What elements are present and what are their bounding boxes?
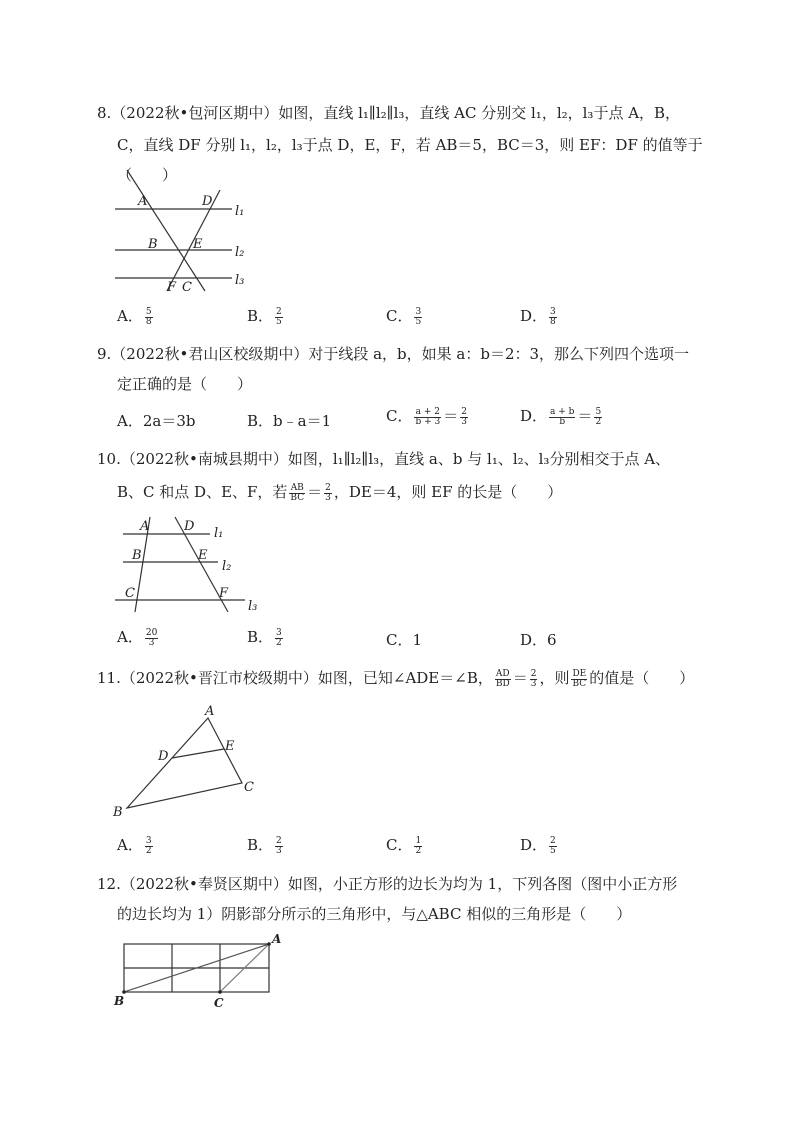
frac-den: BD — [495, 678, 510, 689]
q8-label-f: F — [167, 280, 177, 295]
option-letter: A． — [117, 836, 143, 854]
q8-line-ac — [127, 170, 205, 291]
frac-den: 3 — [148, 637, 155, 648]
frac-num: DE — [572, 668, 587, 679]
equals-sign: ＝ — [577, 407, 593, 425]
frac-den: BC — [290, 492, 305, 503]
q8-option-c[interactable] — [386, 305, 424, 327]
option-letter: D． — [520, 307, 548, 325]
q12-label-b: B — [114, 994, 125, 1008]
q11-triangle-abc — [127, 718, 242, 808]
frac-num: 2 — [325, 482, 331, 493]
option-letter: B． — [247, 412, 274, 430]
q12-label-a: A — [272, 932, 282, 946]
frac-den: 2 — [145, 845, 152, 856]
frac-num: AD — [495, 668, 510, 679]
option-letter: D． — [520, 836, 548, 854]
q10-label-e: E — [198, 548, 208, 563]
option-letter: A． — [117, 412, 143, 430]
q12-figure — [110, 930, 290, 1010]
q10-label-a: A — [140, 519, 150, 534]
q11-label-c: C — [244, 780, 254, 795]
frac-den: 8 — [550, 316, 556, 327]
q10-label-c: C — [125, 586, 135, 601]
q11-option-a[interactable] — [117, 834, 155, 856]
frac-den: BC — [572, 678, 587, 689]
q12-point-a — [267, 942, 271, 946]
frac-num: 3 — [415, 306, 422, 317]
option-letter: A． — [117, 307, 143, 325]
q8-line3: （ ） — [117, 166, 178, 184]
q10-line1: 10.（2022秋•南城县期中）如图，l₁∥l₂∥l₃，直线 a、b 与 l₁、l₂、l₃分别相交于点 A、 — [97, 450, 671, 468]
option-letter: A． — [117, 628, 143, 646]
frac-den: 2 — [276, 637, 282, 648]
frac-num: a + b — [550, 406, 575, 417]
q8-figure — [110, 165, 260, 295]
q8-line1: 8.（2022秋•包河区期中）如图，直线 l₁∥l₂∥l₃，直线 AC 分别交 l₁，l₂，l₃于点 A，B， — [97, 104, 681, 122]
option-letter: B． — [247, 836, 274, 854]
q8-line2: C，直线 DF 分别 l₁，l₂，l₃于点 D，E，F，若 AB＝5，BC＝3，则 EF：DF 的值等于 — [117, 136, 703, 154]
frac-num: 2 — [530, 668, 537, 679]
option-letter: C． — [386, 836, 413, 854]
frac-den: 3 — [461, 416, 467, 427]
q11-line1 — [97, 667, 694, 689]
equals-sign: ＝ — [307, 483, 323, 501]
frac-den: 5 — [550, 845, 556, 856]
option-text: 2a＝3b — [142, 412, 196, 430]
q10-option-a[interactable] — [117, 626, 160, 648]
frac-num: 3 — [145, 835, 152, 846]
q10-option-c[interactable] — [386, 629, 422, 650]
equals-sign: ＝ — [443, 407, 459, 425]
q11-option-c[interactable] — [386, 834, 424, 856]
q11-option-d[interactable] — [520, 834, 559, 856]
q10-figure — [110, 512, 270, 617]
frac-num: 3 — [276, 627, 282, 638]
frac-den: 8 — [145, 316, 152, 327]
q8-label-l1: l₁ — [235, 204, 245, 219]
q12-label-c: C — [214, 996, 224, 1010]
frac-num: 3 — [550, 306, 556, 317]
q9-option-c[interactable] — [386, 405, 470, 427]
frac-num: 20 — [145, 627, 158, 638]
equals-sign: ＝ — [512, 669, 528, 687]
q11-option-b[interactable] — [247, 834, 285, 856]
q8-option-b[interactable] — [247, 305, 285, 327]
frac-den: b + 3 — [415, 416, 441, 427]
q8-label-e: E — [193, 237, 203, 252]
frac-num: 2 — [550, 835, 556, 846]
q8-label-a: A — [138, 194, 148, 209]
q9-option-a[interactable] — [117, 410, 195, 431]
q11-label-b: B — [113, 805, 123, 820]
option-letter: C． — [386, 307, 413, 325]
q9-line1: 9.（2022秋•君山区校级期中）对于线段 a，b，如果 a：b＝2：3，那么下列四个选项一 — [97, 345, 690, 363]
frac-den: 3 — [276, 845, 282, 856]
option-letter: D． — [520, 631, 548, 649]
q10-label-f: F — [219, 586, 229, 601]
q8-option-a[interactable] — [117, 305, 155, 327]
frac-den: 5 — [276, 316, 282, 327]
q8-label-c: C — [182, 280, 192, 295]
frac-num: AB — [290, 482, 304, 493]
q12-line1: 12.（2022秋•奉贤区期中）如图，小正方形的边长为均为 1，下列各图（图中小正方形 — [97, 875, 678, 893]
q10-label-b: B — [132, 548, 142, 563]
q10-label-d: D — [184, 519, 195, 534]
frac-den: 5 — [415, 316, 422, 327]
q10-option-b[interactable] — [247, 626, 285, 648]
frac-num: a + 2 — [415, 406, 441, 417]
q8-label-l3: l₃ — [235, 273, 245, 288]
q8-option-d[interactable] — [520, 305, 559, 327]
frac-den: 3 — [530, 678, 537, 689]
q9-option-b[interactable] — [247, 410, 331, 431]
frac-num: 2 — [461, 406, 467, 417]
frac-den: b — [559, 416, 566, 427]
frac-num: 5 — [595, 406, 602, 417]
q11-figure — [110, 700, 270, 825]
q10-label-l3: l₃ — [248, 599, 258, 614]
q9-line2: 定正确的是（ ） — [117, 375, 253, 393]
q11-line1-mid: ，则 — [539, 669, 570, 687]
q11-line1-start: 11.（2022秋•晋江市校级期中）如图，已知∠ADE＝∠B， — [97, 669, 493, 687]
frac-num: 2 — [276, 306, 282, 317]
option-letter: B． — [247, 307, 274, 325]
q12-point-c — [218, 990, 222, 994]
option-letter: C． — [386, 407, 413, 425]
frac-den: 2 — [415, 845, 422, 856]
option-letter: C． — [386, 631, 413, 649]
frac-num: 2 — [276, 835, 282, 846]
frac-num: 1 — [415, 835, 422, 846]
q8-label-d: D — [202, 194, 213, 209]
q10-line2-end: ，DE＝4，则 EF 的长是（ ） — [333, 483, 563, 501]
q9-option-d[interactable] — [520, 405, 604, 427]
q11-label-a: A — [205, 704, 215, 719]
q10-line2 — [117, 481, 562, 503]
q11-line1-end: 的值是（ ） — [589, 669, 695, 687]
q10-option-d[interactable] — [520, 629, 557, 650]
frac-den: 3 — [325, 492, 331, 503]
q8-label-l2: l₂ — [235, 245, 245, 260]
q10-line2-start: B、C 和点 D、E、F，若 — [117, 483, 288, 501]
frac-num: 5 — [145, 306, 152, 317]
option-text: b﹣a＝1 — [273, 412, 332, 430]
option-text: 1 — [412, 631, 423, 649]
q8-label-b: B — [148, 237, 158, 252]
q10-label-l2: l₂ — [222, 559, 232, 574]
option-letter: D． — [520, 407, 548, 425]
option-letter: B． — [247, 628, 274, 646]
q10-label-l1: l₁ — [214, 526, 224, 541]
q11-label-e: E — [225, 739, 235, 754]
q11-label-d: D — [158, 749, 169, 764]
option-text: 6 — [547, 631, 557, 649]
frac-den: 2 — [595, 416, 602, 427]
q12-line2: 的边长均为 1）阴影部分所示的三角形中，与△ABC 相似的三角形是（ ） — [117, 905, 632, 923]
q11-segment-de — [172, 749, 224, 758]
